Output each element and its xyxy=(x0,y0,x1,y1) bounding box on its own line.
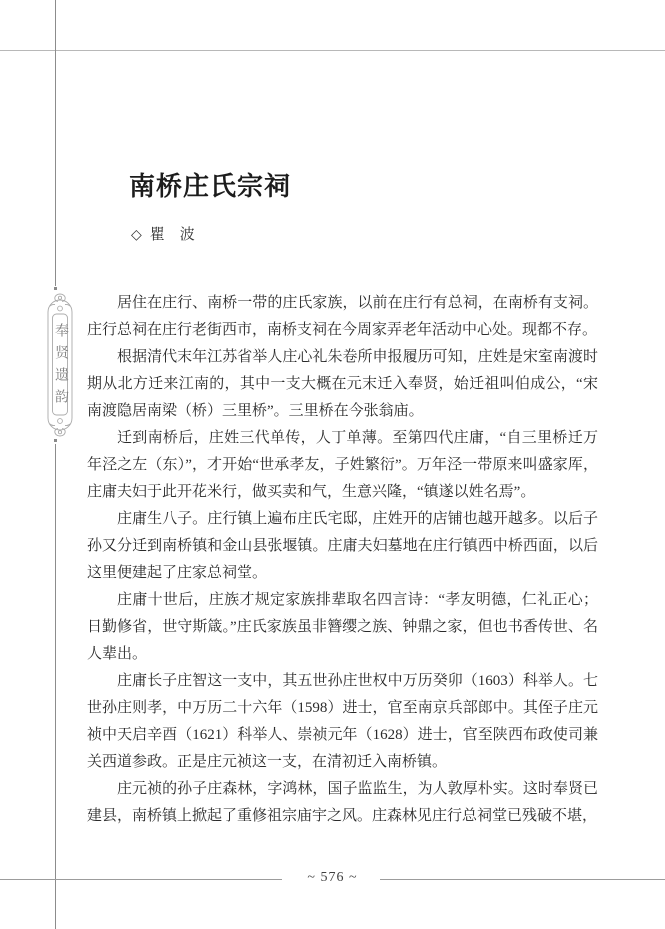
rule-end-dot-upper xyxy=(54,287,57,290)
series-banner-text: 奉贤遗韵 xyxy=(53,323,68,411)
left-rule-upper xyxy=(55,0,56,286)
series-banner xyxy=(44,292,76,438)
byline xyxy=(131,223,195,244)
author-diamond-icon: ◇ xyxy=(131,228,142,243)
paragraph: 庄庸十世后，庄族才规定家族排辈取名四言诗：“孝友明德，仁礼正心；日勤修省，世守斯箴。”庄氏家族虽非簪缨之族、钟鼎之家，但也书香传世、名人辈出。 xyxy=(87,592,598,662)
paragraph: 庄庸生八子。庄行镇上遍布庄氏宅邸，庄姓开的店铺也越开越多。以后子孙又分迁到南桥镇和金山县张堰镇。庄庸夫妇墓地在庄行镇西中桥西面，以后这里便建起了庄家总祠堂。 xyxy=(87,511,598,581)
top-rule xyxy=(0,50,665,51)
paragraph: 庄元祯的孙子庄森林，字鸿林，国子监监生，为人敦厚朴实。这时奉贤已建县，南桥镇上掀起了重修祖宗庙宇之风。庄森林见庄行总祠堂已残破不堪， xyxy=(87,781,598,824)
left-rule-lower xyxy=(55,444,56,929)
article-body xyxy=(87,290,598,830)
paragraph: 庄庸长子庄智这一支中，其五世孙庄世权中万历癸卯（1603）科举人。七世孙庄则孝，中万历二十六年（1598）进士，官至南京兵部郎中。其侄子庄元祯中天启辛酉（1621）科举人、崇祯元年（1628）进士，官至陕西布政使司兼关西道参政。正是庄元祯这一支，在清初迁入南桥镇。 xyxy=(87,673,598,770)
article-title: 南桥庄氏宗祠 xyxy=(129,172,292,201)
page-number: ~ 576 ~ xyxy=(307,870,358,885)
author-name: 瞿 波 xyxy=(149,227,195,243)
paragraph: 居住在庄行、南桥一带的庄氏家族，以前在庄行有总祠，在南桥有支祠。庄行总祠在庄行老街西市，南桥支祠在今周家弄老年活动中心处。现都不存。 xyxy=(87,295,598,338)
paragraph: 根据清代末年江苏省举人庄心礼朱卷所申报履历可知，庄姓是宋室南渡时期从北方迁来江南的，其中一支大概在元末迁入奉贤，始迁祖叫伯成公，“宋南渡隐居南梁（桥）三里桥”。三里桥在今张翁庙。 xyxy=(87,349,598,419)
rule-end-dot-lower xyxy=(54,439,57,442)
paragraph: 迁到南桥后，庄姓三代单传，人丁单薄。至第四代庄庸，“自三里桥迁万年泾之左（东）”，才开始“世承孝友，子姓繁衍”。万年泾一带原来叫盛家厍，庄庸夫妇于此开花米行，做买卖和气，生意兴隆，“镇遂以姓名焉”。 xyxy=(87,430,598,500)
